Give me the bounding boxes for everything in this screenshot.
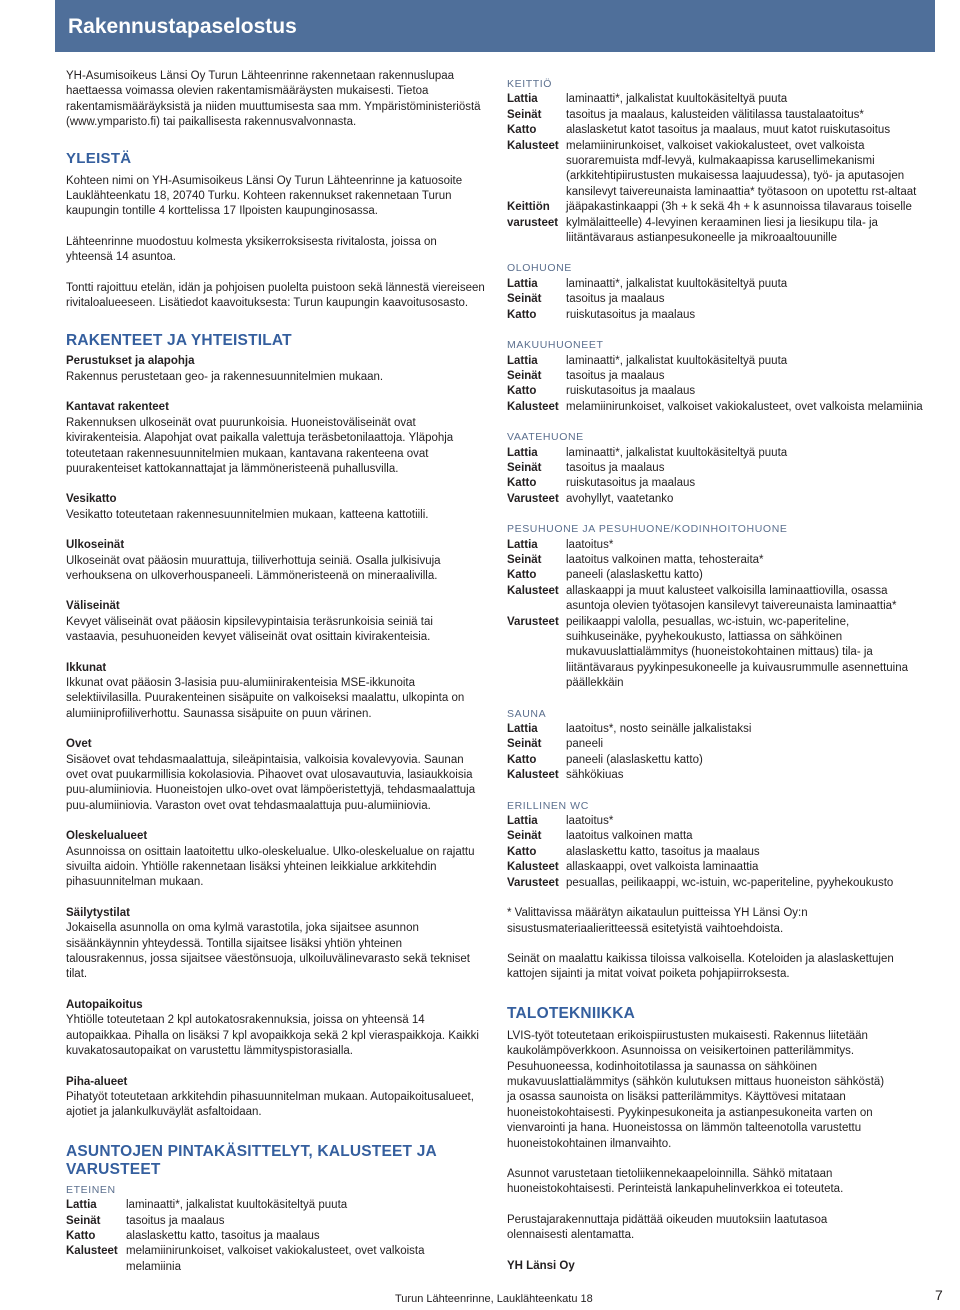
structure-text: Pihatyöt toteutetaan arkkitehdin pihasuunnitelman mukaan. Autopaikoitusalueet, ajotiet ja jalankulkuväylät asfaltoidaan.	[66, 1090, 474, 1119]
structure-text: Jokaisella asunnolla on oma kylmä varastotila, joka sijaitsee asunnon sisäänkäynnin yhteydessä. Tontilla sijaitsee lisäksi yhtiön yhteinen talousrakennus, jossa sijaitsee väestönsuoja, ulkoiluvälinevarasto sekä tekniset tilat.	[66, 922, 471, 981]
finish-label: Kalusteet	[507, 769, 559, 782]
section-heading-yleista: YLEISTÄ	[66, 149, 132, 167]
finish-label: Seinät	[507, 738, 542, 751]
room-eteinen	[66, 1183, 486, 1275]
room-olohuone	[507, 261, 927, 323]
finish-label: Kalusteet	[507, 584, 559, 597]
finish-value: ruiskutasoitus ja maalaus	[566, 477, 696, 490]
finish-label: Katto	[507, 124, 537, 137]
finish-value: laatoitus valkoinen matta	[566, 830, 693, 843]
finish-row	[507, 476, 927, 491]
structures-list	[66, 354, 486, 1120]
room-erillinen-wc	[507, 799, 927, 891]
finish-value: ruiskutasoitus ja maalaus	[566, 385, 696, 398]
structure-title: Autopaikoitus	[66, 998, 143, 1011]
finish-label: Katto	[507, 477, 537, 490]
structure-item	[66, 661, 486, 723]
finish-row	[507, 292, 927, 307]
finish-value: laatoitus*, nosto seinälle jalkalistaksi	[566, 723, 752, 736]
structure-text: Vesikatto toteutetaan rakennesuunnitelmien mukaan, katteena kattotiili.	[66, 508, 429, 521]
room-keittio	[507, 77, 927, 246]
talotekniikka-paragraph-1: LVIS-työt toteutetaan erikoispiirustusten mukaisesti. Rakennus liitetään kaukolämpöverkkoon. Asunnoissa on veisikertoinen patterilämmitys. Pesuhuoneessa, kodinhoitotilassa ja saunassa on sähköinen mukavuuslattialämmitys (sähkön kulutuksen mittaus huoneiston sähköstä) ja osassa saunoista on lisäksi patterilämmitys. Käyttövesi mitataan huoneistokohtaisesti. Pyykinpesukoneita ja astianpesukoneita varten on vienvarointi ja hana. Huoneistossa on lämmön talteenotolla varustettu huoneistokohtainen ilmanvaihto.	[507, 1029, 885, 1150]
finish-row	[507, 461, 927, 476]
structure-text: Yhtiölle toteutetaan 2 kpl autokatosrakennuksia, joissa on yhteensä 14 autopaikkaa. Pihalla on lisäksi 7 kpl avopaikkoja sekä 2 kpl vieraspaikkoja. Kaikki kuvakatosautopaikat on varustettu lämmityspistorasialla.	[66, 1014, 479, 1058]
page-title: Rakennustapaselostus	[68, 15, 297, 38]
finish-value: paneeli	[566, 738, 604, 751]
finish-label: Lattia	[507, 93, 538, 106]
structure-title: Säilytystilat	[66, 906, 130, 919]
finish-value: laminaatti*, jalkalistat kuultokäsiteltyä puuta	[566, 93, 788, 106]
structure-title: Ulkoseinät	[66, 539, 125, 552]
page-footer: Turun Lähteenrinne, Lauklähteenkatu 18	[395, 1293, 593, 1305]
structure-title: Ovet	[66, 738, 92, 751]
room-title: VAATEHUONE	[507, 431, 584, 444]
yleista-paragraph-2: Lähteenrinne muodostuu kolmesta yksikerroksisesta rivitalosta, joissa on yhteensä 14 asuntoa.	[66, 235, 437, 264]
talotekniikka-paragraph-2: Asunnot varustetaan tietoliikennekaapeloinnilla. Sähkö mitataan huoneistokohtaisesti. Perinteistä lankapuhelinverkkoa ei toteuteta.	[507, 1167, 844, 1196]
finish-label: Varusteet	[507, 615, 559, 628]
room-makuuhuoneet	[507, 338, 927, 415]
structure-text: Ulkoseinät ovat pääosin muurattuja, tiiliverhottuja seiniä. Osalla julkisivuja verhouksena on ulkoverhouspaneeli. Lämmöneristeenä on mineraalivilla.	[66, 554, 441, 582]
structure-text: Kevyet väliseinät ovat pääosin kipsilevypintaisia teräsrunkoisia seiniä tai vastaavia, pesuhuoneiden kevyet väliseinät ovat osittain kivirakenteisia.	[66, 615, 433, 644]
structure-item	[66, 354, 486, 385]
yleista-paragraph-3: Tontti rajoittuu etelän, idän ja pohjoisen puolelta puistoon sekä lännestä viereiseen rivitaloalueeseen. Lisätiedot kaavoituksesta: Turun kaupungin kaavoitusosasto.	[66, 281, 485, 310]
walls-note: Seinät on maalattu kaikissa tiloissa valkoisella. Koteloiden ja alaslaskettujen kattojen sijainti ja mitat voivat poiketa pohjapiirroksesta.	[507, 952, 894, 981]
finish-label: Varusteet	[507, 492, 559, 505]
structure-title: Vesikatto	[66, 493, 117, 506]
structure-text: Ikkunat ovat pääosin 3-lasisia puu-alumiinirakenteisia MSE-ikkunoita selektiivilasilla. Puurakenteinen sisäpuite on valkoiseksi maalattu, ulkopinta on alumiiniprofiiliverhottu. Saunassa sisäpuite on puun värinen.	[66, 676, 465, 720]
finish-value: tasoitus ja maalaus	[566, 461, 665, 474]
finish-label: Katto	[507, 845, 537, 858]
finish-value: laatoitus*	[566, 815, 614, 828]
structure-text: Asunnoissa on osittain laatoitettu ulko-oleskelualue. Ulko-oleskelualue on rajattu sivuilta aidoin. Yhtiölle rakennetaan lisäksi yhteinen leikkialue arkkitehdin pihasuunnitelman mukaan.	[66, 845, 475, 889]
finish-label: Seinät	[507, 108, 542, 121]
structure-title: Piha-alueet	[66, 1075, 128, 1088]
room-pesuhuone	[507, 522, 927, 691]
finish-label: Katto	[507, 753, 537, 766]
room-sauna	[507, 707, 927, 784]
finish-label: Seinät	[66, 1214, 101, 1227]
finish-value: tasoitus ja maalaus	[566, 369, 665, 382]
finish-row	[507, 538, 927, 553]
structure-item	[66, 538, 486, 584]
finish-row	[507, 860, 927, 875]
finish-label: Lattia	[507, 277, 538, 290]
structure-item	[66, 492, 486, 523]
room-title: KEITTIÖ	[507, 78, 553, 90]
finish-value: tasoitus ja maalaus	[566, 293, 665, 306]
structure-text: Rakennus perustetaan geo- ja rakennesuunnitelmien mukaan.	[66, 370, 384, 383]
page-number: 7	[935, 1287, 943, 1303]
section-heading-talotekniikka: TALOTEKNIIKKA	[507, 1004, 636, 1022]
finish-label: Kalusteet	[507, 400, 559, 413]
finish-label: Lattia	[507, 723, 538, 736]
finish-value: alaslaskettu katto, tasoitus ja maalaus	[126, 1229, 320, 1242]
structure-item	[66, 1075, 486, 1121]
finish-row	[507, 92, 927, 107]
finish-label: Lattia	[66, 1199, 97, 1212]
finish-value: tasoitus ja maalaus	[126, 1214, 225, 1227]
structure-text: Sisäovet ovat tehdasmaalattuja, sileäpintaisia, valkoisia kovalevyovia. Saunan ovet ovat puukarmillisia kokolasiovia. Pihaovet ovat ulosavautuvia, lasiaukkoisia puu-alumiiniovia. Huoneistojen ulko-ovet ovat lämpöeristettyjä, tehdasmaalattuja puu-alumiiniovia. Varaston ovet ovat tehdasmaalattuja puu-alumiiniovia.	[66, 753, 476, 812]
footnote: * Valittavissa määrätyn aikataulun puitteissa YH Länsi Oy:n sisustusmateriaalieritteessä esitetyistä vaihtoehdoista.	[507, 907, 808, 935]
finish-label: Kalusteet	[507, 861, 559, 874]
structure-item	[66, 829, 486, 891]
structure-item	[66, 400, 486, 477]
finish-row	[507, 829, 927, 844]
section-heading-rakenteet: RAKENTEET JA YHTEISTILAT	[66, 332, 292, 350]
finish-label: Lattia	[507, 815, 538, 828]
finish-value: paneeli (alaslaskettu katto)	[566, 569, 703, 582]
finish-row	[507, 369, 927, 384]
finish-row	[507, 768, 927, 783]
finish-value: laatoitus*	[566, 538, 614, 551]
structure-text: Rakennuksen ulkoseinät ovat puurunkoisia. Huoneistoväliseinät ovat kivirakenteisia. Alapohjat ovat paikalla valettuja teräsbetonilaattoja. Yläpohja toteutetaan rakennesuunnitelmien mukaan, kantavana rakenteena ovat puurakenteiset kattokannattajat ja lämmöneristeenä puhallusvilla.	[66, 416, 454, 475]
finish-label: Keittiön varusteet	[507, 201, 559, 229]
finish-label: Seinät	[507, 553, 542, 566]
structure-title: Väliseinät	[66, 600, 120, 613]
finish-value: pesuallas, peilikaappi, wc-istuin, wc-paperiteline, pyyhekoukusto	[566, 876, 894, 889]
structure-title: Kantavat rakenteet	[66, 401, 169, 414]
room-title: ETEINEN	[66, 1183, 116, 1196]
finish-value: laminaatti*, jalkalistat kuultokäsiteltyä puuta	[566, 277, 788, 290]
finish-label: Lattia	[507, 354, 538, 367]
structure-item	[66, 599, 486, 645]
finish-row	[507, 400, 927, 415]
finish-row	[507, 876, 927, 891]
finish-label: Kalusteet	[507, 139, 559, 152]
finish-value: sähkökiuas	[566, 769, 624, 782]
finish-value: laatoitus valkoinen matta, tehosteraita*	[566, 553, 764, 566]
finish-label: Seinät	[507, 369, 542, 382]
structure-title: Perustukset ja alapohja	[66, 355, 195, 368]
finish-row	[507, 384, 927, 399]
room-vaatehuone	[507, 430, 927, 507]
finish-value: tasoitus ja maalaus, kalusteiden välitilassa taustalaatoitus*	[566, 108, 864, 121]
finish-row	[507, 845, 927, 860]
finish-value: melamiinirunkoiset, valkoiset vakiokalusteet, ovet valkoista melamiinia	[126, 1245, 425, 1273]
finish-row	[507, 753, 927, 768]
finish-row	[507, 446, 927, 461]
finish-value: melamiinirunkoiset, valkoiset vakiokalusteet, ovet valkoista suoraremuista mdf-levyä, kulmakaapissa karusellimekanismi (arkkitehtipiirustusten mukaisessa laajuudessa), työ- ja aputasojen kansilevyt taivereunaista laminaattia* työtasoon on upotettu rst-altaat	[566, 139, 917, 198]
finish-row	[507, 108, 927, 123]
finish-value: allaskaappi ja muut kalusteet valkoisilla laminaattiovilla, osassa asuntoja olevien työtasojen kansilevyt taivereunaista laminaattia*	[566, 584, 897, 613]
finish-row	[507, 200, 927, 246]
finish-value: paneeli (alaslaskettu katto)	[566, 753, 703, 766]
finish-row	[507, 814, 927, 829]
room-title: ERILLINEN WC	[507, 799, 589, 812]
finish-row	[507, 123, 927, 138]
company-signature: YH Länsi Oy	[507, 1259, 575, 1272]
finish-row	[507, 308, 927, 323]
finish-row	[507, 492, 927, 507]
finish-row	[507, 615, 927, 692]
finish-label: Varusteet	[507, 876, 559, 889]
structure-item	[66, 906, 486, 983]
finish-value: laminaatti*, jalkalistat kuultokäsiteltyä puuta	[566, 446, 788, 459]
finish-value: alaslaskettu katto, tasoitus ja maalaus	[566, 845, 760, 858]
finish-row	[507, 354, 927, 369]
finish-value: ruiskutasoitus ja maalaus	[566, 308, 696, 321]
finish-label: Katto	[507, 569, 537, 582]
finish-value: melamiinirunkoiset, valkoiset vakiokalusteet, ovet valkoista melamiinia	[566, 400, 923, 413]
finish-label: Katto	[66, 1229, 96, 1242]
right-column	[507, 77, 927, 1274]
finish-value: laminaatti*, jalkalistat kuultokäsiteltyä puuta	[126, 1199, 348, 1212]
finish-row	[507, 139, 927, 201]
finish-label: Seinät	[507, 830, 542, 843]
finish-row	[66, 1214, 486, 1229]
intro-paragraph: YH-Asumisoikeus Länsi Oy Turun Lähteenrinne rakennetaan rakennuslupaa haettaessa voimassa olevien rakentamismääräysten mukaisesti. Tietoa rakentamismääräyksistä ja niiden muuttumisesta saa mm. Ympäristöministeriöstä (www.ymparisto.fi) tai paikallisesta rakennusvalvonnasta.	[66, 70, 481, 129]
talotekniikka-paragraph-3: Perustajarakennuttaja pidättää oikeuden muutoksiin laatutasoa olennaisesti alentamatta.	[507, 1213, 828, 1242]
finish-label: Lattia	[507, 538, 538, 551]
finish-label: Kalusteet	[66, 1245, 118, 1258]
finish-row	[66, 1244, 486, 1275]
finish-value: alaslasketut katot tasoitus ja maalaus, muut katot ruiskutasoitus	[566, 124, 891, 137]
room-title: MAKUUHUONEET	[507, 339, 604, 352]
finish-label: Seinät	[507, 461, 542, 474]
finish-row	[66, 1198, 486, 1213]
finish-value: allaskaappi, ovet valkoista laminaattia	[566, 861, 759, 874]
finish-row	[66, 1229, 486, 1244]
room-title: SAUNA	[507, 707, 547, 720]
finish-row	[507, 568, 927, 583]
left-column	[66, 69, 486, 1275]
room-title: OLOHUONE	[507, 262, 572, 275]
section-heading-asuntojen: ASUNTOJEN PINTAKÄSITTELYT, KALUSTEET JA VARUSTEET	[66, 1142, 437, 1178]
finish-row	[507, 722, 927, 737]
finish-label: Katto	[507, 385, 537, 398]
finish-value: peilikaappi valolla, pesuallas, wc-istuin, wc-paperiteline, suihkuseinäke, pyyhekoukusto, lattiassa on sähköinen mukavuuslattialämmitys (huoneistokohtainen mittaus) tila- ja liitäntävaraus pyykinpesukoneelle ja kuivausrummulle asennettuina päällekkäin	[566, 615, 909, 690]
structure-item	[66, 737, 486, 814]
finish-label: Seinät	[507, 293, 542, 306]
structure-item	[66, 998, 486, 1060]
finish-value: laminaatti*, jalkalistat kuultokäsiteltyä puuta	[566, 354, 788, 367]
room-title: PESUHUONE JA PESUHUONE/KODINHOITOHUONE	[507, 523, 788, 536]
finish-row	[507, 553, 927, 568]
finish-label: Katto	[507, 308, 537, 321]
finish-value: jääpakastinkaappi (3h + k sekä 4h + k asunnoissa tilavaraus toiselle kylmälaitteelle) 4-levyinen keraaminen liesi ja liesikupu tila- ja liitäntävaraus astianpesukoneelle ja mikroaaltouunille	[566, 201, 912, 245]
structure-title: Oleskelualueet	[66, 830, 148, 843]
yleista-paragraph-1: Kohteen nimi on YH-Asumisoikeus Länsi Oy Turun Lähteenrinne ja katuosoite Lauklähteenkatu 18, 20740 Turku. Kohteen rakennukset rakennetaan Turun kaupungin tontille 4 korttelissa 17 Ilpoisten kaupunginosassa.	[66, 174, 463, 218]
finish-row	[507, 277, 927, 292]
finish-value: avohyllyt, vaatetanko	[566, 492, 674, 505]
finish-label: Lattia	[507, 446, 538, 459]
finish-row	[507, 737, 927, 752]
finish-row	[507, 584, 927, 615]
structure-title: Ikkunat	[66, 661, 107, 674]
